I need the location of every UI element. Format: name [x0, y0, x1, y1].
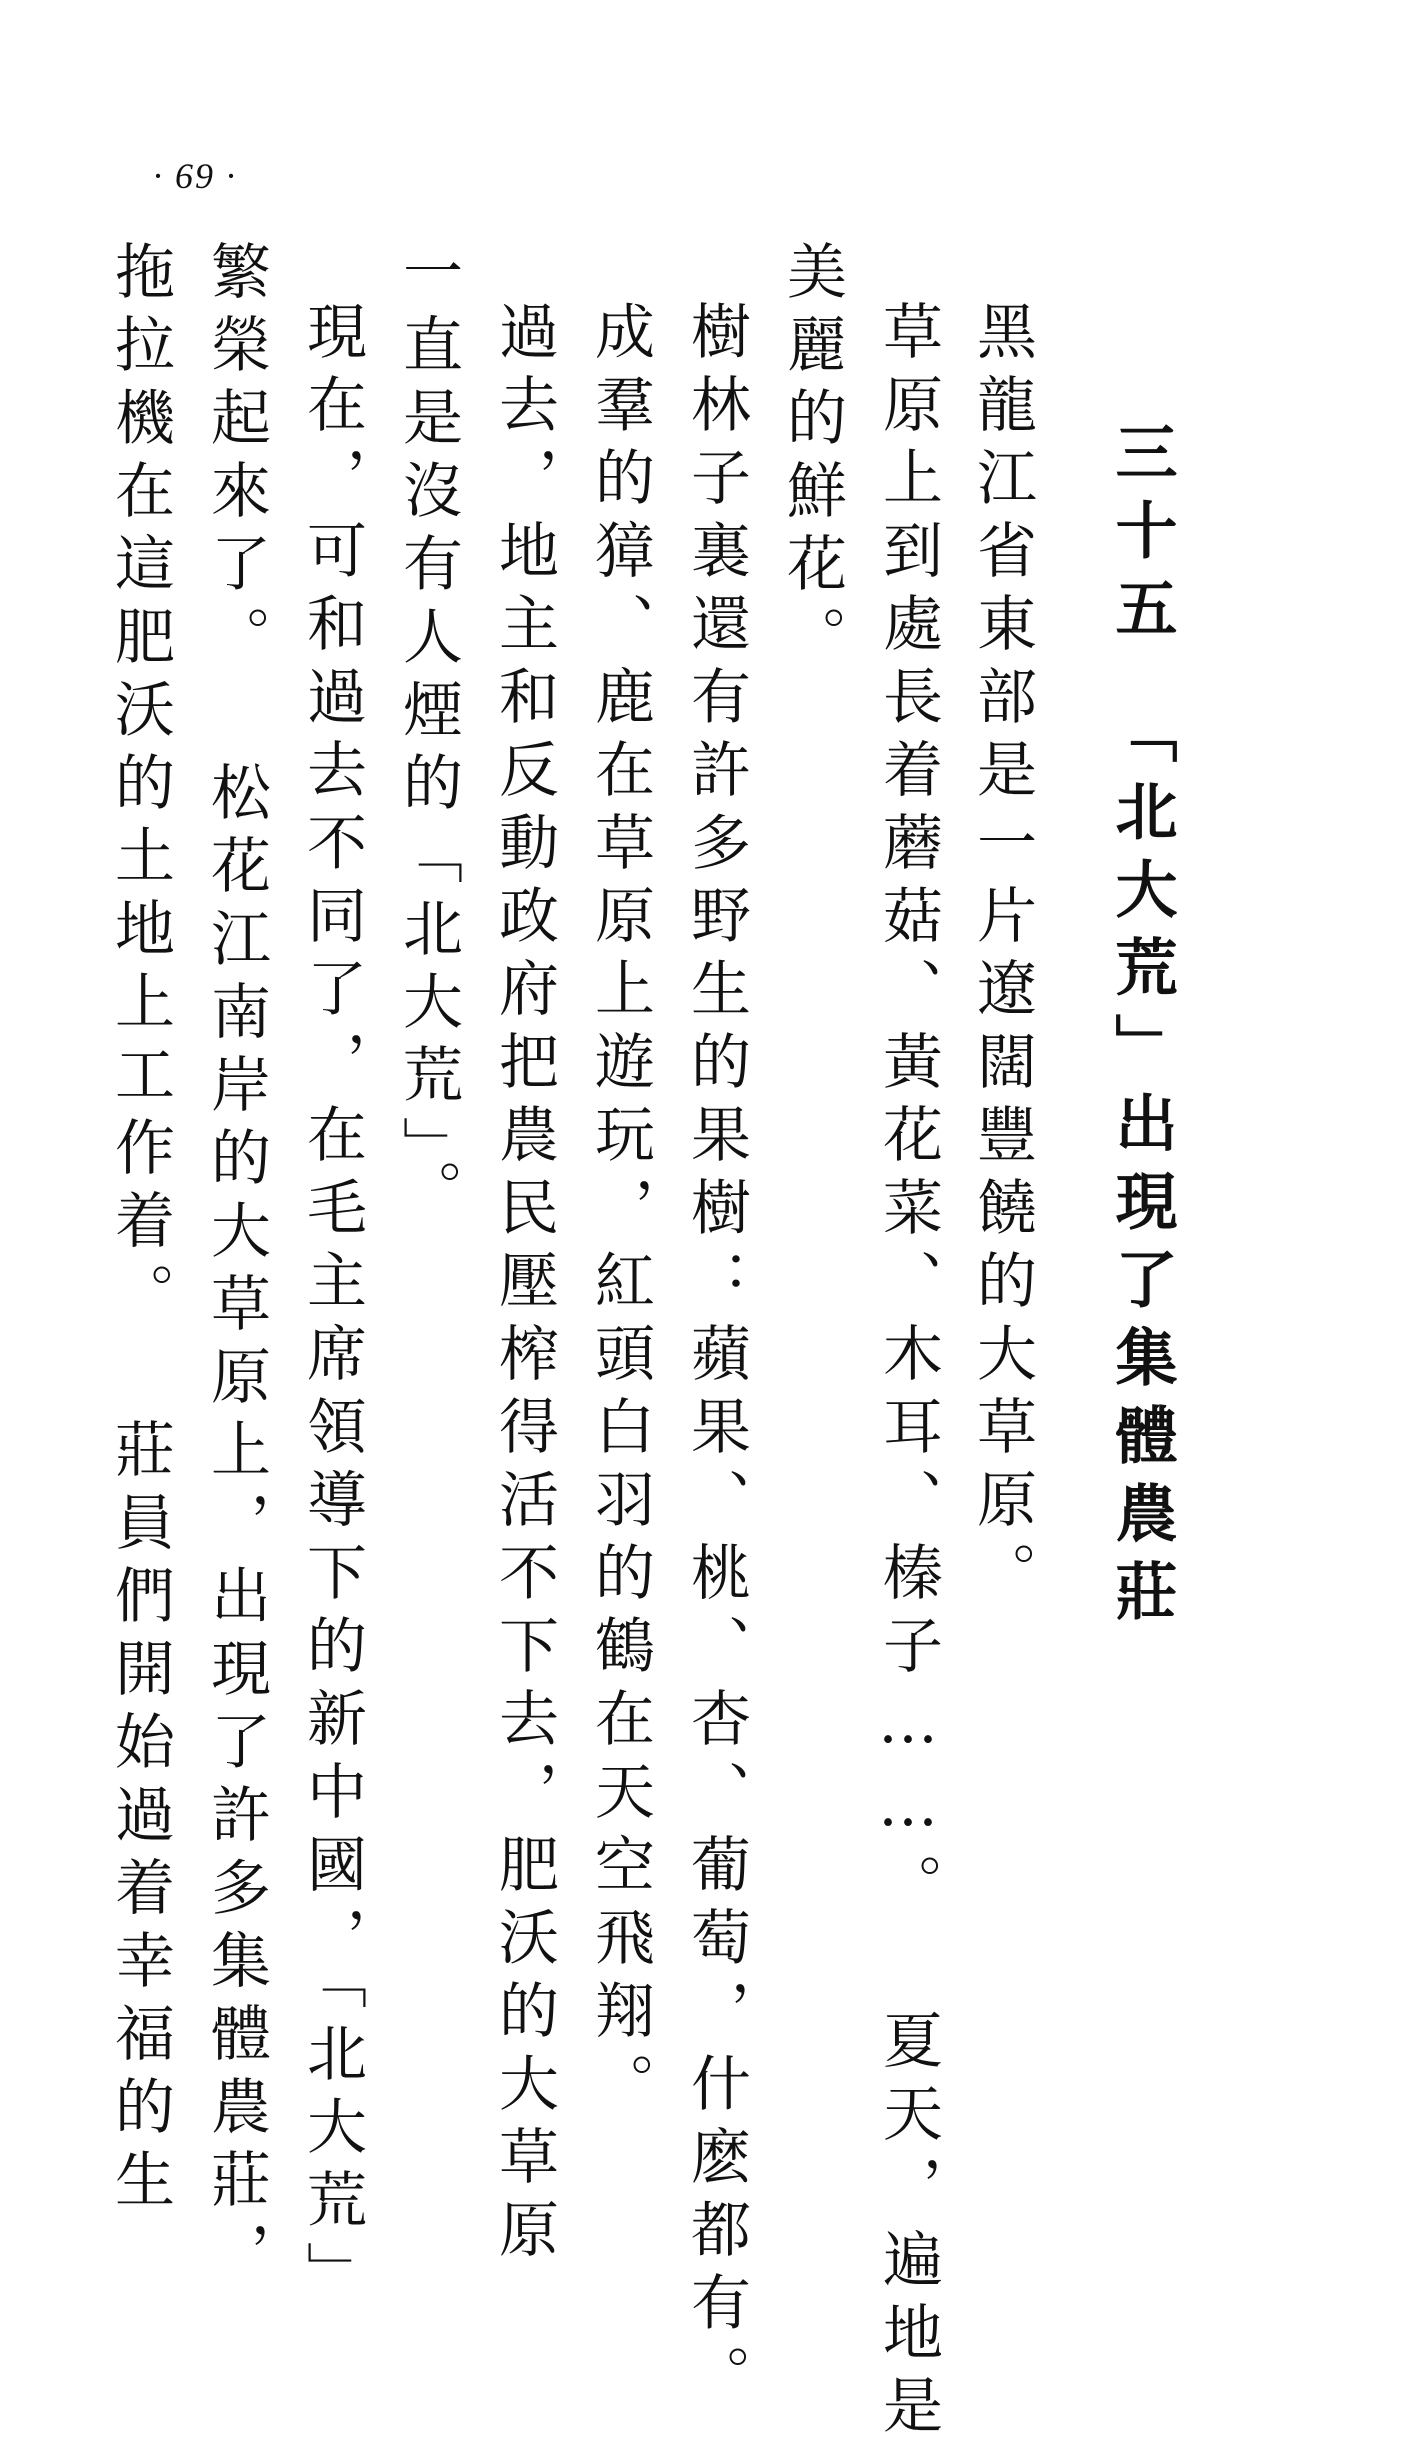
- text-column-2: 草原上到處長着蘑菇、黃花菜、木耳、榛子……。 夏天，遍地是: [873, 300, 943, 2447]
- text-column-3: 美麗的鮮花。: [777, 240, 847, 678]
- text-column-9: 繁榮起來了。 松花江南岸的大草原上，出現了許多集體農莊，: [201, 240, 271, 2294]
- text-column-7: 一直是沒有人煙的「北大荒」。: [393, 240, 463, 1232]
- text-column-1: 黑龍江省東部是一片遼闊豐饒的大草原。: [967, 300, 1037, 1614]
- text-column-6: 過去，地主和反動政府把農民壓榨得活不下去，肥沃的大草原: [489, 300, 559, 2271]
- text-column-4: 樹林子裏還有許多野生的果樹：蘋果、桃、杏、葡萄，什麽都有。: [681, 300, 751, 2417]
- text-column-10: 拖拉機在這肥沃的土地上工作着。 莊員們開始過着幸福的生: [105, 240, 175, 2221]
- page-number: · 69 ·: [153, 156, 237, 196]
- text-column-5: 成羣的獐、鹿在草原上遊玩，紅頭白羽的鶴在天空飛翔。: [585, 300, 655, 2125]
- chapter-title: 三十五 「北大荒」出現了集體農莊: [1105, 420, 1178, 1637]
- text-column-8: 現在，可和過去不同了，在毛主席領導下的新中國，「北大荒」: [297, 300, 367, 2314]
